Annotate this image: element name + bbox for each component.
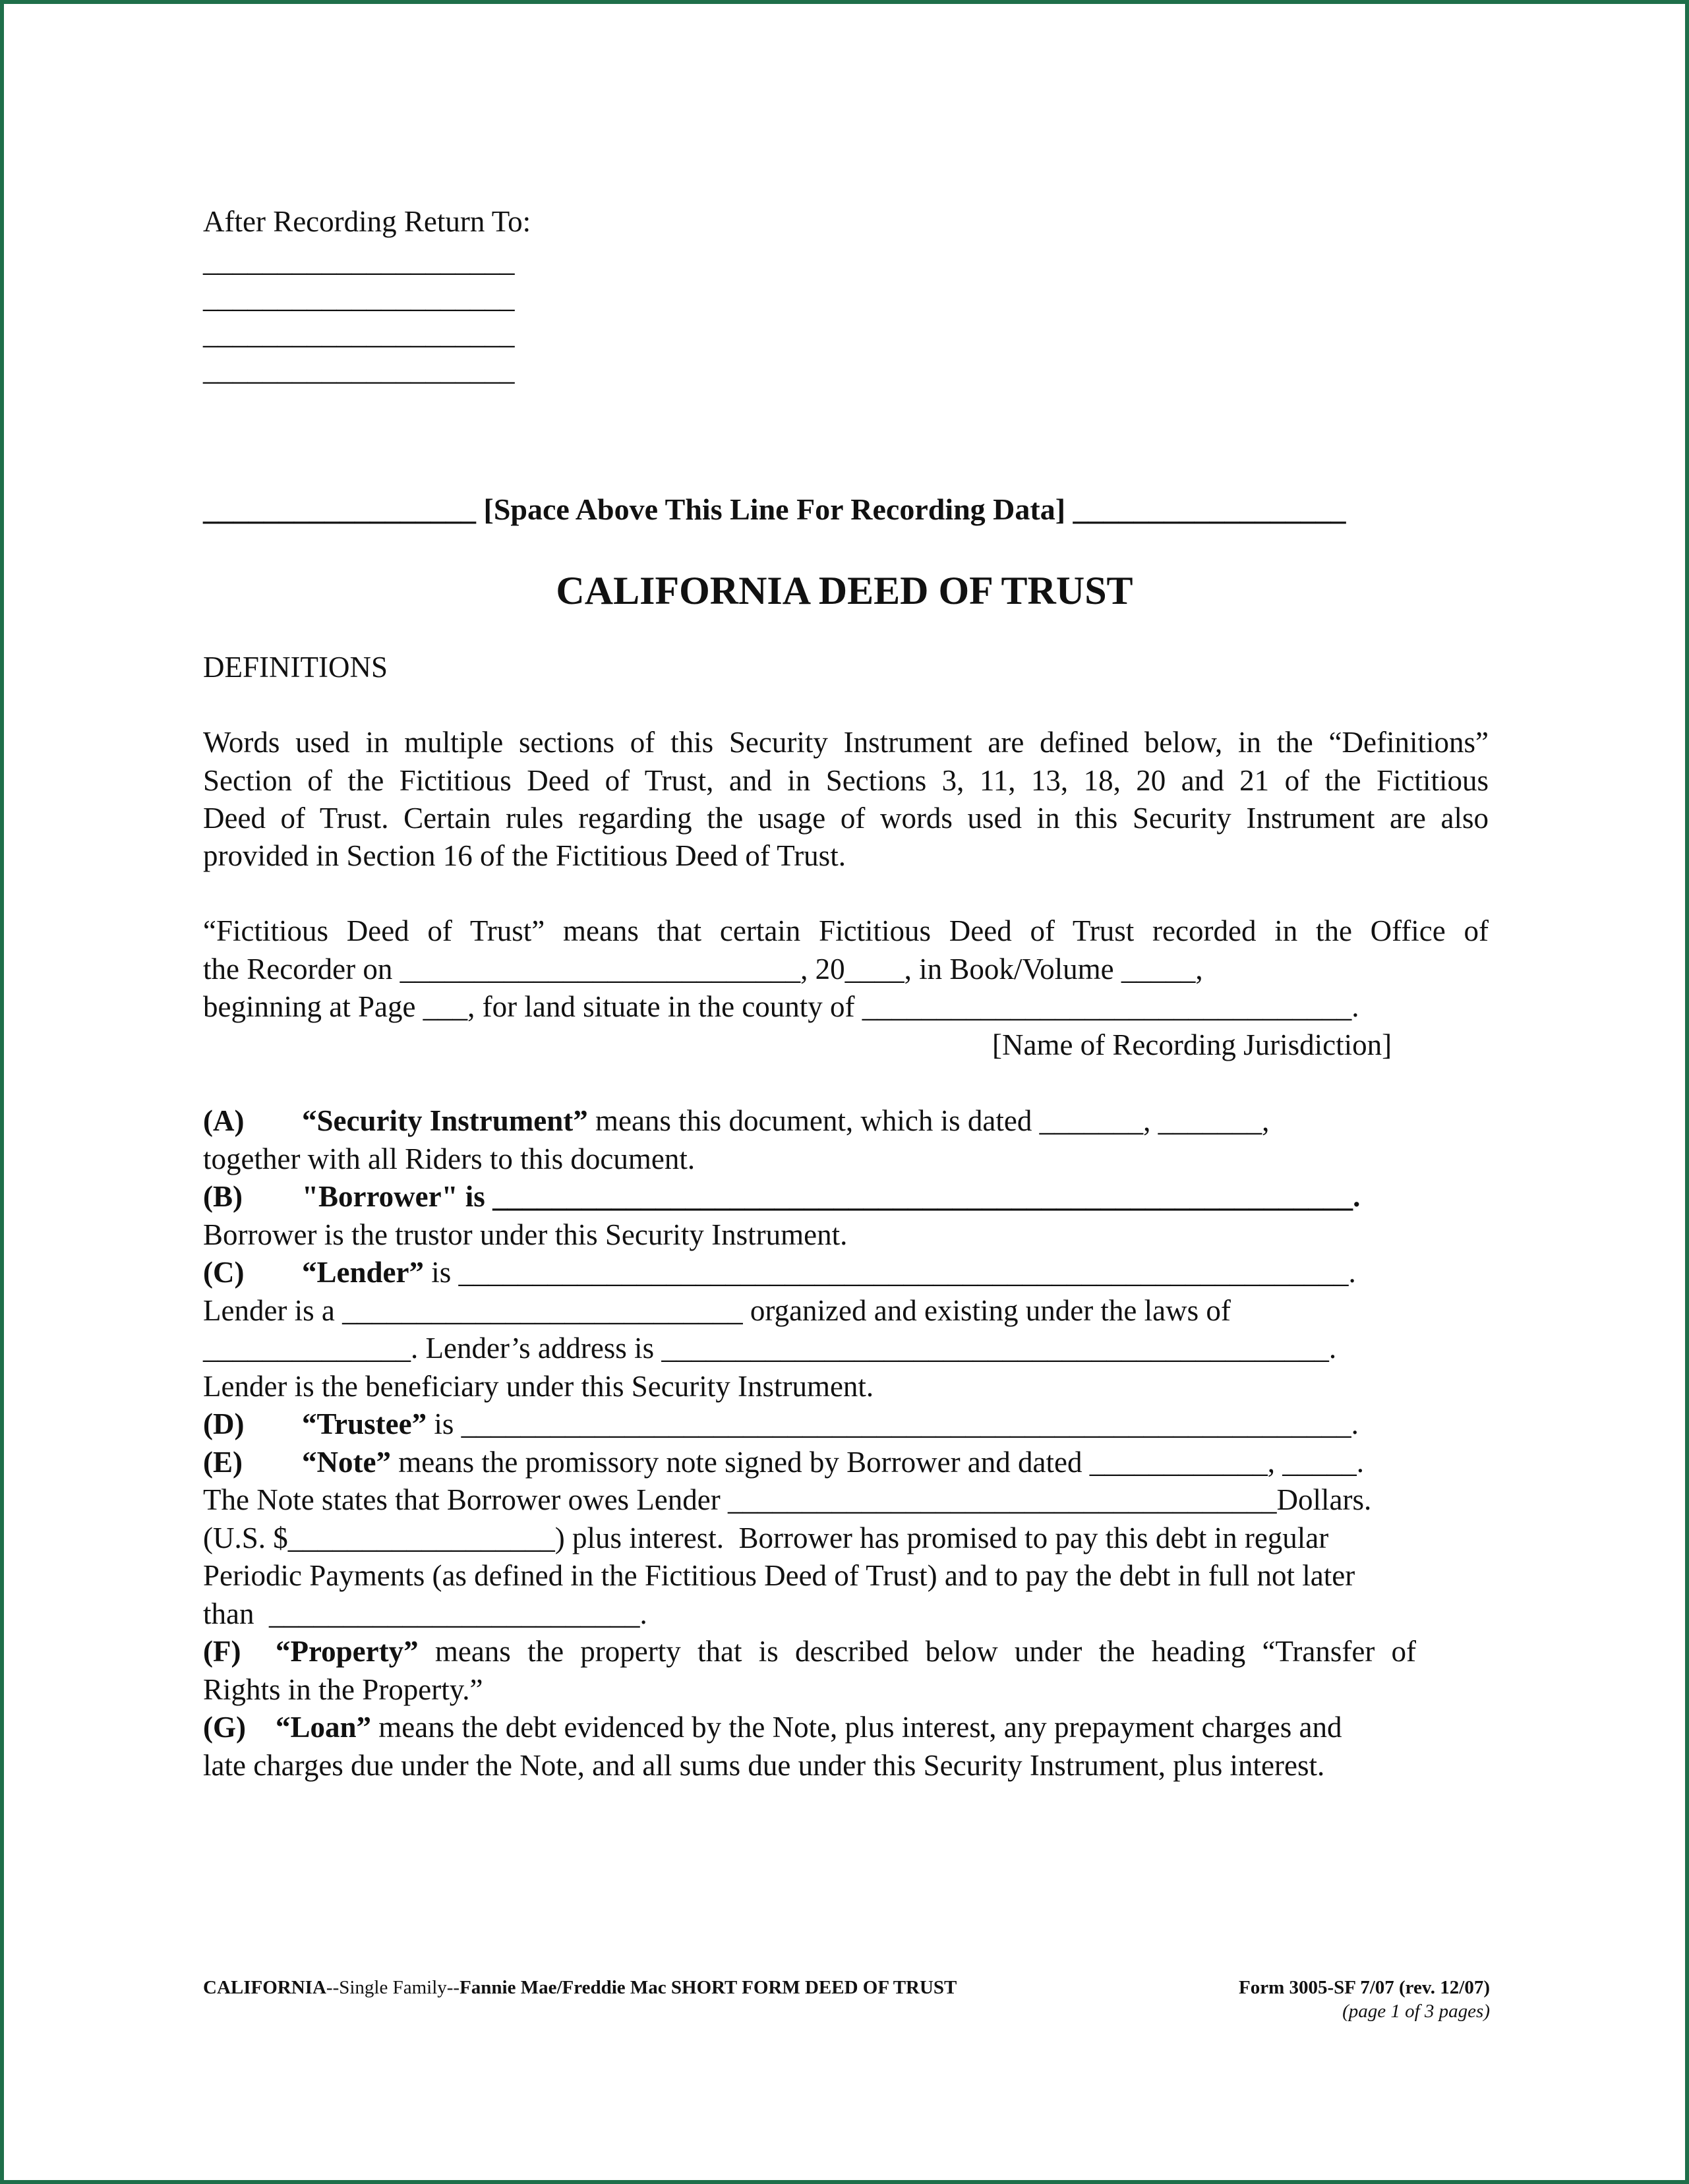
def-label: (E) (203, 1446, 243, 1479)
recording-space-line: __________________ [Space Above This Line For Recording Data] __________________ (203, 492, 1346, 526)
def-text: means this document, which is dated _______, _______, (587, 1104, 1270, 1137)
def-text: means the promissory note signed by Borrower and dated ____________, _____. (390, 1446, 1364, 1479)
definition-b-cont: Borrower is the trustor under this Security Instrument. (203, 1218, 848, 1251)
intro-line: Deed of Trust. Certain rules regarding the usage of words used in this Security Instrument are also (203, 802, 1489, 835)
definition-c-cont: ______________. Lender’s address is _____________________________________________. (203, 1332, 1337, 1365)
definition-d (203, 1405, 1489, 1443)
footer-form-name: Fannie Mae/Freddie Mac SHORT FORM DEED OF TRUST (459, 1977, 957, 1998)
def-label: (D) (203, 1407, 245, 1440)
def-term: “Trustee” (302, 1407, 427, 1440)
def-term: “Note” (302, 1446, 391, 1479)
def-label: (F) (203, 1635, 241, 1668)
def-term: "Borrower" is (302, 1180, 493, 1213)
borrower-blank: __________________________________________________________. (492, 1180, 1361, 1213)
def-term: “Property” (276, 1635, 419, 1668)
def-label: (C) (203, 1256, 245, 1289)
return-to-line: _____________________ (203, 353, 515, 386)
fictitious-line: the Recorder on ___________________________, 20____, in Book/Volume _____, (203, 953, 1203, 986)
intro-line: Section of the Fictitious Deed of Trust, and in Sections 3, 11, 13, 18, 20 and 21 of the Fictitious (203, 764, 1489, 797)
definition-a-cont: together with all Riders to this document. (203, 1142, 696, 1175)
definition-c (203, 1254, 1489, 1291)
definition-e-cont: than _________________________. (203, 1597, 647, 1630)
intro-line: provided in Section 16 of the Fictitious Deed of Trust. (203, 839, 846, 872)
def-text: means the debt evidenced by the Note, plus interest, any prepayment charges and (371, 1711, 1342, 1744)
def-term: “Security Instrument” (302, 1104, 588, 1137)
definitions-heading: DEFINITIONS (203, 651, 388, 684)
def-label: (B) (203, 1180, 243, 1213)
fictitious-line: beginning at Page ___, for land situate in the county of _________________________________. (203, 990, 1359, 1023)
definition-f-cont: Rights in the Property.” (203, 1673, 483, 1706)
return-to-line: _____________________ (203, 245, 515, 278)
definition-e-cont: The Note states that Borrower owes Lender _____________________________________Dollars. (203, 1483, 1372, 1516)
intro-line: Words used in multiple sections of this Security Instrument are defined below, in the “Definitions” (203, 726, 1489, 759)
footer-state: CALIFORNIA (203, 1977, 326, 1998)
footer-page-count: (page 1 of 3 pages) (1342, 2001, 1490, 2022)
document-title: CALIFORNIA DEED OF TRUST (556, 569, 1133, 612)
jurisdiction-caption: [Name of Recording Jurisdiction] (992, 1028, 1392, 1061)
footer-left (203, 1975, 1126, 2000)
definition-g (203, 1709, 1489, 1746)
definition-g-cont: late charges due under the Note, and all sums due under this Security Instrument, plus interest. (203, 1749, 1325, 1782)
definition-a (203, 1102, 1489, 1140)
definition-c-cont: Lender is a ___________________________ organized and existing under the laws of (203, 1294, 1231, 1327)
definition-c-cont: Lender is the beneficiary under this Security Instrument. (203, 1370, 874, 1403)
def-text: means the property that is described below under the heading “Transfer of (418, 1635, 1417, 1668)
return-to-line: _____________________ (203, 317, 515, 350)
return-to-label: After Recording Return To: (203, 205, 531, 238)
def-term: “Loan” (276, 1711, 372, 1744)
definition-b (203, 1178, 1489, 1216)
definition-f (203, 1633, 1489, 1670)
def-label: (A) (203, 1104, 245, 1137)
def-text: is ____________________________________________________________. (427, 1407, 1359, 1440)
def-text: is ____________________________________________________________. (424, 1256, 1356, 1289)
fictitious-line: “Fictitious Deed of Trust” means that certain Fictitious Deed of Trust recorded in the Office of (203, 914, 1489, 947)
definition-e-cont: (U.S. $__________________) plus interest. Borrower has promised to pay this debt in regular (203, 1521, 1329, 1554)
def-term: “Lender” (302, 1256, 424, 1289)
definition-e-cont: Periodic Payments (as defined in the Fictitious Deed of Trust) and to pay the debt in full not later (203, 1559, 1355, 1592)
return-to-line: _____________________ (203, 281, 515, 314)
footer-form-number: Form 3005-SF 7/07 (rev. 12/07) (1239, 1977, 1490, 1998)
def-label: (G) (203, 1711, 246, 1744)
footer-type: --Single Family-- (326, 1977, 460, 1998)
definition-e (203, 1444, 1489, 1481)
